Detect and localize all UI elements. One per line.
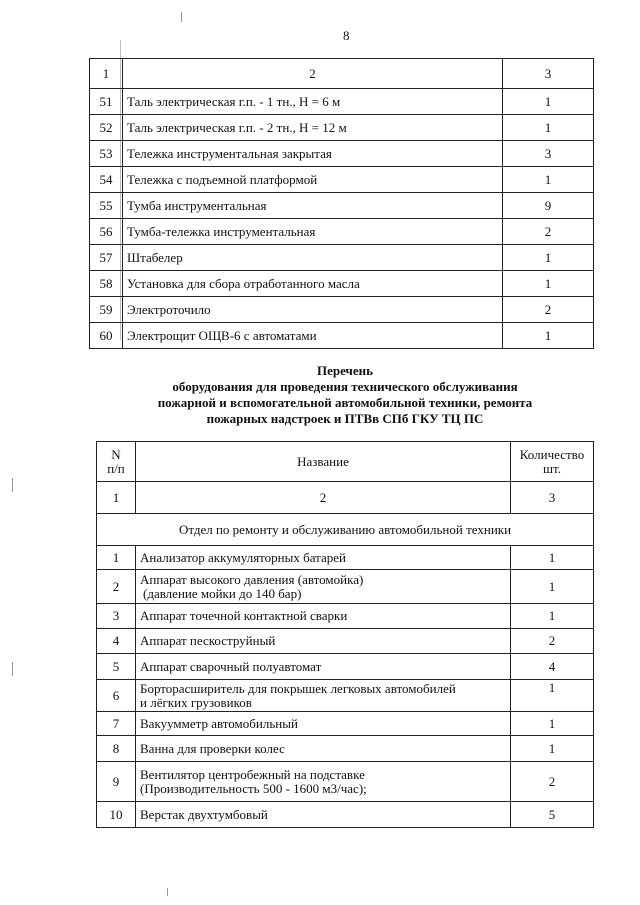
item-name-line: Аппарат сварочный полуавтомат <box>140 658 322 674</box>
section-row <box>97 514 594 546</box>
row-number: 52 <box>90 115 123 141</box>
item-quantity: 9 <box>503 193 594 219</box>
header-quantity <box>511 442 594 482</box>
item-name-line: Аппарат высокого давления (автомойка) <box>140 571 364 587</box>
row-number: 58 <box>90 271 123 297</box>
item-name-line: и лёгких грузовиков <box>140 694 252 710</box>
item-name <box>136 712 511 736</box>
item-quantity: 1 <box>503 323 594 349</box>
item-name <box>136 654 511 680</box>
item-name: Тележка с подъемной платформой <box>123 167 503 193</box>
row-number: 4 <box>97 629 136 654</box>
item-quantity: 1 <box>511 570 594 604</box>
item-quantity: 2 <box>511 629 594 654</box>
item-quantity: 1 <box>511 712 594 736</box>
table-row <box>97 546 594 570</box>
title-line: пожарной и вспомогательной автомобильной техники, ремонта <box>157 395 533 410</box>
item-name <box>136 546 511 570</box>
item-name-line: Верстак двухтумбовый <box>140 806 268 822</box>
item-name-line: Ванна для проверки колес <box>140 740 285 756</box>
table-row <box>97 604 594 629</box>
item-quantity: 4 <box>511 654 594 680</box>
item-name: Электроточило <box>123 297 503 323</box>
row-number: 51 <box>90 89 123 115</box>
item-quantity: 1 <box>503 89 594 115</box>
item-name <box>136 680 511 712</box>
item-name-line: Аппарат пескоструйный <box>140 633 276 648</box>
row-number: 59 <box>90 297 123 323</box>
item-quantity: 5 <box>511 802 594 828</box>
row-number: 6 <box>97 680 136 712</box>
item-quantity: 1 <box>503 115 594 141</box>
equipment-table <box>96 441 594 828</box>
item-quantity: 1 <box>511 546 594 570</box>
column-index-cell: 3 <box>511 482 594 514</box>
table-row <box>90 271 594 297</box>
column-index-cell: 1 <box>97 482 136 514</box>
row-number: 2 <box>97 570 136 604</box>
row-number: 3 <box>97 604 136 629</box>
table-row <box>97 802 594 828</box>
item-name-line: Вакуумметр автомобильный <box>140 715 298 731</box>
table-row <box>90 323 594 349</box>
item-quantity: 2 <box>503 219 594 245</box>
item-quantity: 1 <box>511 736 594 762</box>
title-line: оборудования для проведения технического обслуживания <box>172 379 518 394</box>
column-index-cell: 3 <box>503 59 594 89</box>
header-number-line1: N <box>111 446 121 462</box>
table-row <box>97 736 594 762</box>
row-number: 1 <box>97 546 136 570</box>
item-name: Тумба инструментальная <box>123 193 503 219</box>
item-name <box>136 570 511 604</box>
item-name-line: (давление мойки до 140 бар) <box>143 585 302 601</box>
item-name-line: Анализатор аккумуляторных батарей <box>140 549 347 565</box>
row-number: 7 <box>97 712 136 736</box>
item-quantity: 2 <box>511 762 594 802</box>
column-index-row <box>90 59 594 89</box>
table-row <box>90 115 594 141</box>
scan-mark <box>181 12 182 22</box>
row-number: 9 <box>97 762 136 802</box>
item-name: Тумба-тележка инструментальная <box>123 219 503 245</box>
column-index-cell: 1 <box>90 59 123 89</box>
scan-mark <box>12 478 13 492</box>
item-name <box>136 629 511 654</box>
table-row <box>90 297 594 323</box>
item-quantity: 1 <box>503 271 594 297</box>
scan-mark <box>12 662 13 676</box>
table-row <box>97 654 594 680</box>
item-quantity: 1 <box>511 604 594 629</box>
item-quantity: 3 <box>503 141 594 167</box>
scan-mark <box>167 888 168 896</box>
item-name: Электрощит ОЩВ-6 с автоматами <box>123 323 503 349</box>
item-name: Таль электрическая г.п. - 2 тн., Н = 12 м <box>123 115 503 141</box>
item-name: Штабелер <box>123 245 503 271</box>
section-title: Отдел по ремонту и обслуживанию автомобильной техники <box>97 514 594 546</box>
row-number: 54 <box>90 167 123 193</box>
item-name-line: Вентилятор центробежный на подставке <box>140 766 365 782</box>
item-quantity: 1 <box>503 245 594 271</box>
title-line: пожарных надстроек и ПТВв СПб ГКУ ТЦ ПС <box>206 411 484 426</box>
item-name-line: (Производительность 500 - 1600 м3/час); <box>140 780 367 796</box>
table-row <box>90 89 594 115</box>
item-name <box>136 802 511 828</box>
item-name: Установка для сбора отработанного масла <box>123 271 503 297</box>
item-name: Таль электрическая г.п. - 1 тн., Н = 6 м <box>123 89 503 115</box>
table-row <box>97 712 594 736</box>
item-name: Тележка инструментальная закрытая <box>123 141 503 167</box>
row-number: 5 <box>97 654 136 680</box>
table-header-row <box>97 442 594 482</box>
row-number: 60 <box>90 323 123 349</box>
column-index-cell: 2 <box>136 482 511 514</box>
row-number: 8 <box>97 736 136 762</box>
table-row <box>97 762 594 802</box>
title-line: Перечень <box>316 363 374 378</box>
row-number: 53 <box>90 141 123 167</box>
item-quantity: 1 <box>503 167 594 193</box>
table-row <box>97 629 594 654</box>
item-name <box>136 604 511 629</box>
table-row <box>90 219 594 245</box>
table-row <box>90 141 594 167</box>
header-number <box>97 442 136 482</box>
list-title <box>110 363 580 427</box>
header-number-line2: п/п <box>107 460 125 476</box>
item-quantity: 1 <box>511 680 594 712</box>
table-row <box>97 680 594 712</box>
row-number: 56 <box>90 219 123 245</box>
table-row <box>97 570 594 604</box>
table-row <box>90 193 594 219</box>
equipment-table-continued <box>89 58 594 349</box>
table-row <box>90 245 594 271</box>
row-number: 10 <box>97 802 136 828</box>
header-quantity-line1: Количество <box>519 446 585 462</box>
item-quantity: 2 <box>503 297 594 323</box>
item-name <box>136 736 511 762</box>
item-name-line: Борторасширитель для покрышек легковых автомобилей <box>140 680 456 696</box>
column-index-row <box>97 482 594 514</box>
table-row <box>90 167 594 193</box>
header-name: Название <box>136 442 511 482</box>
page-number: 8 <box>343 28 350 43</box>
item-name <box>136 762 511 802</box>
item-name-line: Аппарат точечной контактной сварки <box>140 608 348 623</box>
row-number: 55 <box>90 193 123 219</box>
header-quantity-line2: шт. <box>543 460 561 476</box>
row-number: 57 <box>90 245 123 271</box>
column-index-cell: 2 <box>123 59 503 89</box>
